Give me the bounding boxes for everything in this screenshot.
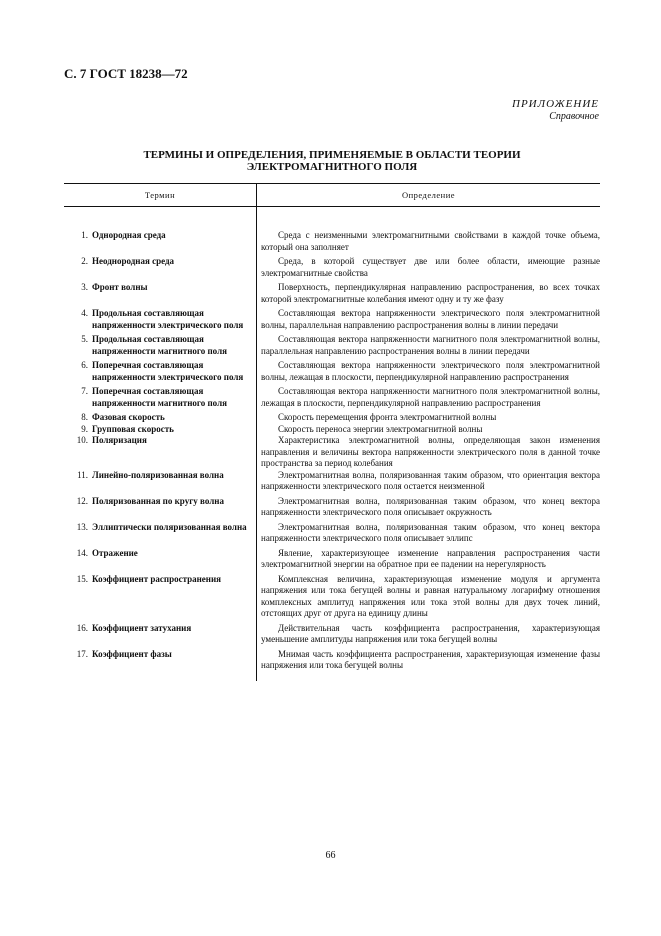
definition-cell: Действительная часть коэффициента распространения, характеризующая уменьшение амплитуды напряжения или тока бегущей волны [261,622,600,644]
page-number: 66 [325,850,336,861]
table-row [64,334,600,357]
term-cell [64,256,256,279]
definition-cell: Явление, характеризующее изменение направления распространения части электромагнитной энергии на обратное при ее падении на нерегулярность [261,547,600,569]
term-text: Фронт волны [92,282,148,292]
term-cell [64,308,256,331]
table-row [64,412,600,424]
term-text: Линейно-поляризованная волна [92,469,224,480]
term-cell [64,230,256,253]
term-number: 10. [76,435,88,445]
document-title [64,149,600,173]
term-number: 12. [76,495,88,506]
term-cell [64,424,256,436]
table-row [64,649,600,672]
term-number: 2. [81,256,88,266]
page-header: С. 7 ГОСТ 18238—72 [64,66,188,81]
term-cell [64,386,256,409]
term-cell [64,360,256,383]
definition-cell: Скорость перемещения фронта электромагнитной волны [278,412,497,422]
header-terms: Термин [64,184,257,206]
term-number: 15. [76,573,88,584]
term-number: 17. [76,648,88,659]
term-number: 9. [81,423,88,434]
definition-cell: Электромагнитная волна, поляризованная таким образом, что конец вектора напряженности электрического поля описывает эллипс [261,521,600,543]
term-text: Коэффициент фазы [92,648,172,659]
title-line-1: ТЕРМИНЫ И ОПРЕДЕЛЕНИЯ, ПРИМЕНЯЕМЫЕ В ОБЛАСТИ ТЕОРИИ [143,149,521,161]
term-cell [64,623,256,646]
term-number: 3. [81,282,88,292]
term-cell [64,522,256,545]
table-row [64,496,600,519]
term-cell [64,649,256,672]
table-body [64,207,600,681]
term-text: Поляризованная по кругу волна [92,495,224,506]
table-row [64,360,600,383]
terms-table [64,183,600,681]
table-row [64,256,600,279]
table-header [64,183,600,207]
term-text: Отражение [92,547,138,558]
definition-cell: Составляющая вектора напряженности магнитного поля электромагнитной волны, лежащая в плоскости, перпендикулярной направлению распространения [261,386,600,408]
term-text: Коэффициент распространения [92,573,222,584]
term-text: Неоднородная среда [92,256,175,266]
term-cell [64,334,256,357]
term-text: Поперечная составляющая напряженности магнитного поля [92,386,227,408]
term-cell [64,412,256,424]
table-row [64,522,600,545]
term-text: Продольная составляющая напряженности электрического поля [92,308,244,330]
appendix-label [512,98,599,122]
appendix-note: Справочное [549,111,599,122]
definition-cell: Характеристика электромагнитной волны, определяющая закон изменения направления и величины вектора напряженности электрического поля в данной точке пространства за период колебания [261,435,600,468]
term-number: 5. [81,334,88,344]
table-rows [64,207,600,681]
term-cell [64,435,256,470]
table-row [64,282,600,305]
table-row [64,230,600,253]
term-text: Эллиптически поляризованная волна [92,521,247,532]
definition-cell: Электромагнитная волна, поляризованная таким образом, что конец вектора напряженности электрического поля описывает окружность [261,495,600,517]
table-row [64,386,600,409]
definition-cell: Мнимая часть коэффициента распространения, характеризующая изменение фазы напряжения или тока бегущей волны [261,648,600,670]
table-row [64,623,600,646]
definition-cell: Составляющая вектора напряженности электрического поля электромагнитной волны, лежащая в плоскости, перпендикулярной направлению распространения [261,360,600,382]
term-cell [64,496,256,519]
term-text: Продольная составляющая напряженности магнитного поля [92,334,227,356]
table-row [64,574,600,620]
term-number: 4. [81,308,88,318]
term-text: Поляризация [92,435,147,445]
definition-cell: Электромагнитная волна, поляризованная таким образом, что ориентация вектора напряженности электрического поля остается неизменной [261,469,600,491]
definition-cell: Комплексная величина, характеризующая изменение модуля и аргумента напряжения или тока бегущей волны и равная натуральному логарифму отношения комплексных амплитуд напряжения или тока этой волны для двух точек линий, отстоящих друг от друга на единицу длины [261,573,600,618]
term-cell [64,548,256,571]
table-row [64,435,600,470]
definition-cell: Среда, в которой существует две или более области, имеющие разные электромагнитные свойства [261,256,600,278]
appendix-title: ПРИЛОЖЕНИЕ [512,98,599,110]
definition-cell: Составляющая вектора напряженности магнитного поля электромагнитной волны, параллельная направлению распространения волны в линии передачи [261,334,600,356]
definition-cell: Скорость переноса энергии электромагнитной волны [278,423,483,434]
term-number: 1. [81,230,88,240]
term-cell [64,282,256,305]
term-cell [64,574,256,620]
term-number: 13. [76,521,88,532]
term-text: Поперечная составляющая напряженности электрического поля [92,360,244,382]
term-cell [64,470,256,493]
table-row [64,424,600,436]
term-number: 6. [81,360,88,370]
definition-cell: Среда с неизменными электромагнитными свойствами в каждой точке объема, который она заполняет [261,230,600,252]
table-row [64,470,600,493]
term-text: Фазовая скорость [92,412,165,422]
table-row [64,308,600,331]
definition-cell: Составляющая вектора напряженности электрического поля электромагнитной волны, параллельная направлению распространения волны в линии передачи [261,308,600,330]
table-row [64,548,600,571]
definition-cell: Поверхность, перпендикулярная направлению распространения, во всех точках которой электромагнитные колебания имеют одну и ту же фазу [261,282,600,304]
term-number: 16. [76,622,88,633]
term-number: 14. [76,547,88,558]
header-definitions: Определение [401,190,456,200]
term-number: 8. [81,412,88,422]
column-divider [256,207,257,681]
title-line-2: ЭЛЕКТРОМАГНИТНОГО ПОЛЯ [246,161,418,173]
term-text: Коэффициент затухания [92,622,192,633]
term-text: Однородная среда [92,230,166,240]
term-number: 7. [81,386,88,396]
term-text: Групповая скорость [92,423,174,434]
term-number: 11. [77,469,88,480]
